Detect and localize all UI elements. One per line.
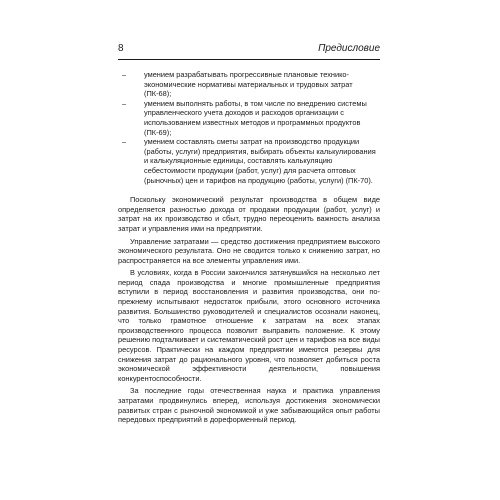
paragraph: Управление затратами — средство достижения предприятием высокого экономического результата. Оно не сводится только к снижению затрат, но распространяется на все элементы управления ими. [118, 236, 380, 265]
paragraph: В условиях, когда в России закончился затянувшийся на несколько лет период спада производства и многие промышленные предприятия вступили в период восстановления и развития производства, они по-прежнему испытывают недостаток прибыли, этого основного источника развития. Большинство руководителей и специалистов осознали наконец, что только грамотное отношение к затратам на всех этапах производственного процесса позволит выправить положение. К этому решению подталкивает и систематический рост цен и тарифов на все виды ресурсов. Практически на каждом предприятии имеются резервы для снижения затрат до рационального уровня, что позволяет добиться роста экономической эффективности деятельности, повышения конкурентоспособности. [118, 268, 380, 383]
list-dash: – [122, 98, 127, 108]
list-item-text: умением составлять сметы затрат на производство продукции (работы, услуги) предприятия, выбирать объекты калькулирования и калькуляционные единицы, составлять калькуляцию себестоимости продукции (работ, услуг) для расчета оптовых (рыночных) цен и тарифов на продукцию (работы, услуги) (ПК-70). [144, 137, 376, 185]
list-item-text: умением разрабатывать прогрессивные плановые технико-экономические нормативы материальных и трудовых затрат (ПК-68); [144, 70, 353, 99]
header-rule [118, 59, 380, 60]
page-header [118, 43, 380, 59]
list-item-text: умением выполнять работы, в том числе по внедрению системы управленческого учета доходов и расходов организации с использованием известных методов и программных продуктов (ПК-69); [144, 98, 367, 137]
body-text [118, 195, 380, 425]
paragraph: За последние годы отечественная наука и практика управления затратами продвинулись вперед, используя достижения экономически развитых стран с рыночной экономикой и уже забывающийся опыт работы передовых предприятий в дореформенный период. [118, 386, 380, 425]
paragraph: Поскольку экономический результат производства в общем виде определяется разностью дохода от продажи продукции (работ, услуг) и затрат на их производство и сбыт, трудно переоценить важность анализа затрат и управления ими на предприятии. [118, 195, 380, 233]
page-content [118, 70, 380, 428]
list-item [122, 99, 380, 137]
list-dash: – [122, 70, 127, 79]
list-dash: – [122, 137, 127, 147]
list-item [122, 137, 380, 185]
running-title: Предисловие [318, 43, 380, 54]
competency-list [118, 70, 380, 185]
page-number: 8 [118, 43, 124, 54]
list-item [122, 70, 380, 99]
